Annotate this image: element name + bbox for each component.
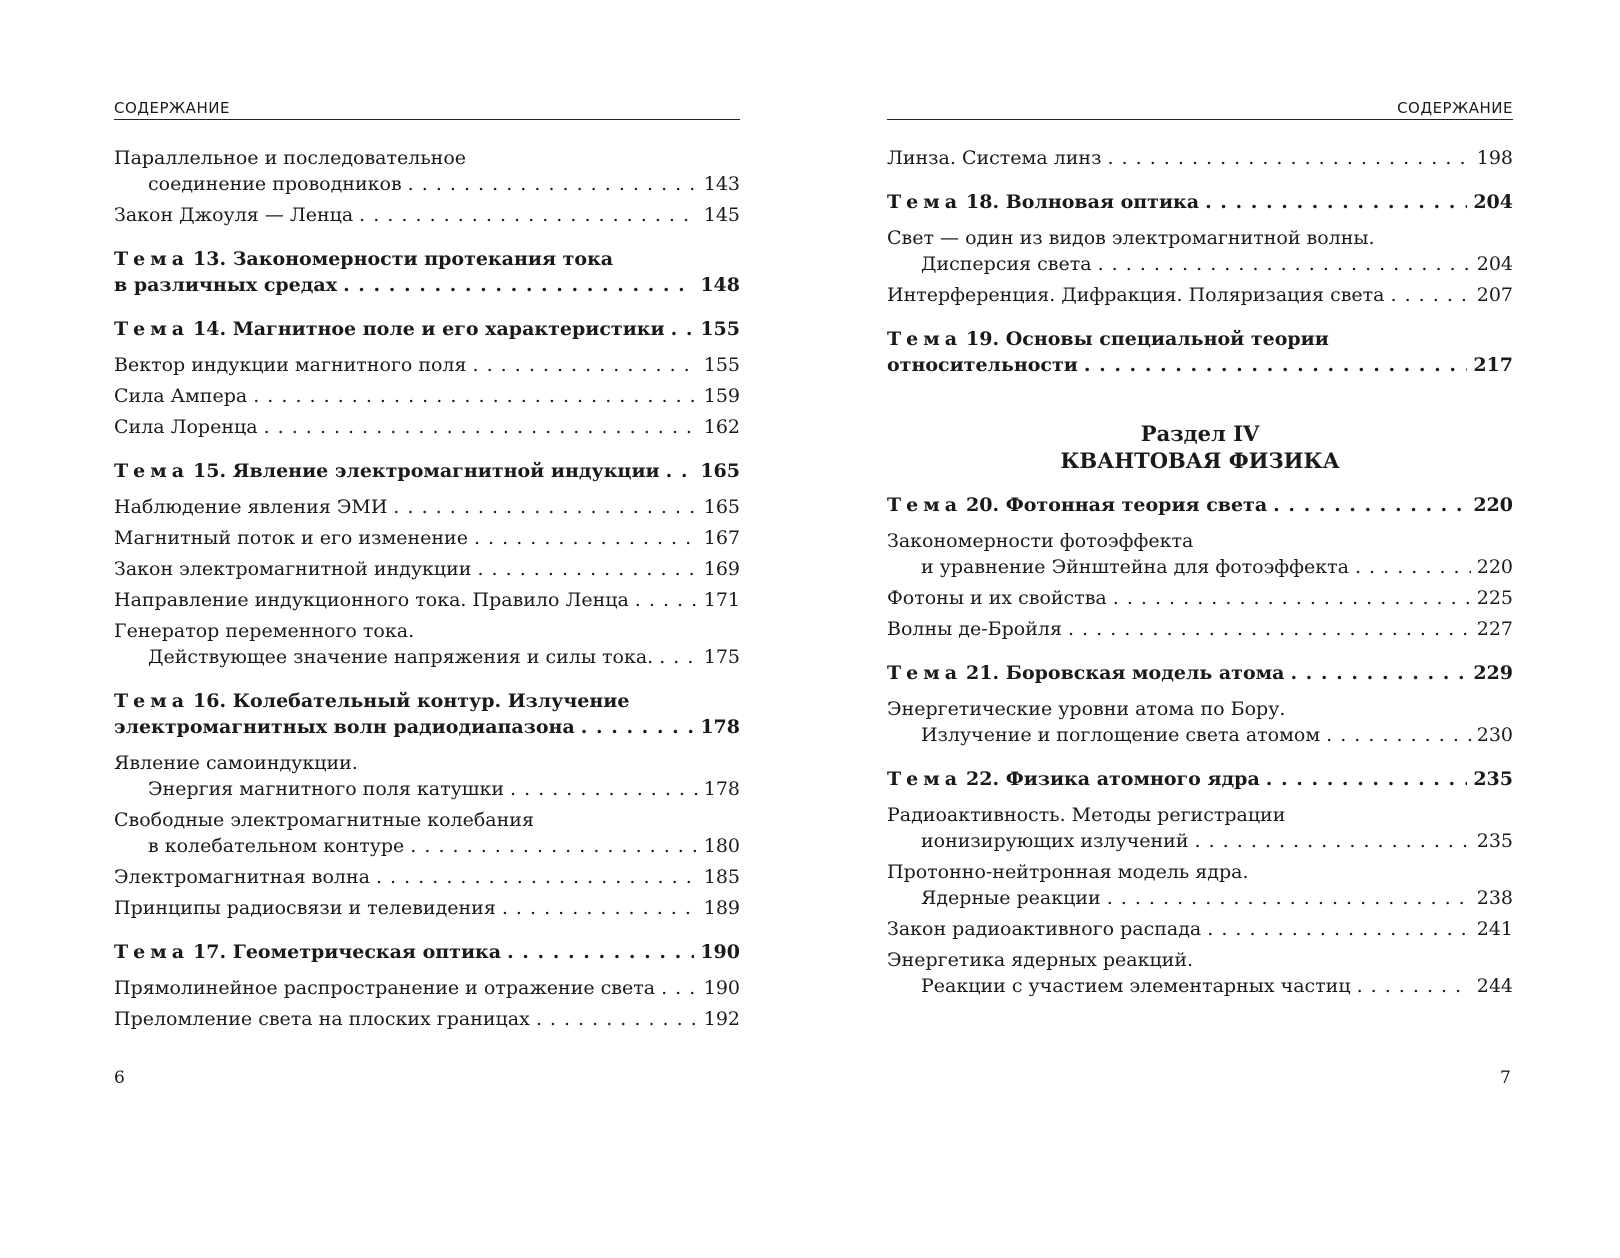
toc-entry: [114, 414, 740, 440]
toc-entry-line: [887, 326, 1513, 352]
dot-leader: [671, 316, 695, 342]
theme-prefix: Тема: [114, 248, 190, 270]
toc-theme-entry: [887, 660, 1513, 686]
toc-entry-title: 18. Волновая оптика: [966, 191, 1200, 213]
dot-leader: [264, 414, 698, 440]
page-number: 7: [1500, 1068, 1511, 1088]
toc-page-number: 235: [1476, 830, 1513, 852]
toc-entry: [887, 225, 1513, 277]
toc-entry-title: Преломление света на плоских границах: [114, 1008, 530, 1030]
toc-entry-title: Энергетические уровни атома по Бору.: [887, 698, 1286, 720]
toc-entry-line: [887, 660, 1513, 686]
toc-entry: [887, 145, 1513, 171]
dot-leader: [507, 939, 694, 965]
toc-page-number: 169: [703, 558, 740, 580]
toc-entry-title: 20. Фотонная теория света: [966, 494, 1268, 516]
toc-entry: [887, 947, 1513, 999]
toc-entry: [887, 282, 1513, 308]
section-heading: [887, 420, 1513, 474]
dot-leader: [1355, 554, 1471, 580]
toc-list: [887, 145, 1513, 999]
theme-prefix: Тема: [887, 768, 963, 790]
toc-entry-line: [887, 947, 1513, 973]
dot-leader: [1273, 492, 1467, 518]
dot-leader: [1357, 973, 1471, 999]
toc-entry-title: Параллельное и последовательное: [114, 147, 467, 169]
theme-prefix: Тема: [114, 941, 190, 963]
toc-entry-line: [114, 975, 740, 1001]
toc-entry-line: [114, 352, 740, 378]
page-number: 6: [114, 1068, 125, 1088]
dot-leader: [1391, 282, 1471, 308]
toc-page-number: 175: [703, 646, 740, 668]
toc-entry-line: [887, 696, 1513, 722]
toc-entry-title: Дисперсия света: [921, 253, 1092, 275]
toc-entry-line: [114, 272, 740, 298]
dot-leader: [502, 895, 698, 921]
toc-entry-title: и уравнение Эйнштейна для фотоэффекта: [921, 556, 1349, 578]
dot-leader: [410, 833, 697, 859]
toc-entry: [114, 975, 740, 1001]
toc-entry: [887, 528, 1513, 580]
toc-page-number: 204: [1473, 191, 1513, 213]
toc-page-number: 167: [703, 527, 740, 549]
dot-leader: [635, 587, 698, 613]
toc-entry: [114, 1006, 740, 1032]
toc-entry-line: [114, 688, 740, 714]
left-page: [114, 97, 740, 1137]
toc-entry: [114, 352, 740, 378]
toc-entry-line: [887, 492, 1513, 518]
toc-page-number: 217: [1473, 354, 1513, 376]
toc-entry-title: Принципы радиосвязи и телевидения: [114, 897, 496, 919]
toc-entry-title: Сила Лоренца: [114, 416, 258, 438]
toc-entry-line: [887, 828, 1513, 854]
toc-page-number: 204: [1476, 253, 1513, 275]
dot-leader: [376, 864, 698, 890]
toc-entry: [114, 750, 740, 802]
toc-entry-line: [114, 556, 740, 582]
toc-page-number: 230: [1476, 724, 1513, 746]
toc-page-number: 238: [1476, 887, 1513, 909]
toc-entry-title: в различных средах: [114, 274, 338, 296]
toc-entry-line: [114, 644, 740, 670]
toc-entry-title: 21. Боровская модель атома: [966, 662, 1285, 684]
toc-entry-title: Радиоактивность. Методы регистрации: [887, 804, 1286, 826]
toc-entry-line: [114, 202, 740, 228]
toc-entry-title: 19. Основы специальной теории: [966, 328, 1329, 350]
toc-entry: [114, 864, 740, 890]
toc-entry-title: Сила Ампера: [114, 385, 248, 407]
toc-page-number: 145: [703, 204, 740, 226]
toc-entry-line: [114, 525, 740, 551]
toc-entry-line: [887, 352, 1513, 378]
toc-page-number: 185: [703, 866, 740, 888]
dot-leader: [253, 383, 698, 409]
dot-leader: [1207, 916, 1471, 942]
toc-entry-line: [114, 494, 740, 520]
toc-entry-title: Фотоны и их свойства: [887, 587, 1107, 609]
right-page: [887, 97, 1513, 1137]
dot-leader: [581, 714, 695, 740]
toc-entry-line: [114, 618, 740, 644]
toc-entry-line: [887, 973, 1513, 999]
toc-group-after: [887, 492, 1513, 999]
toc-entry-line: [887, 554, 1513, 580]
toc-page-number: 241: [1476, 918, 1513, 940]
toc-entry-title: соединение проводников: [148, 173, 402, 195]
dot-leader: [510, 776, 698, 802]
toc-entry-title: в колебательном контуре: [148, 835, 405, 857]
toc-entry-line: [114, 1006, 740, 1032]
toc-entry-line: [114, 833, 740, 859]
dot-leader: [1068, 616, 1471, 642]
running-head: СОДЕРЖАНИЕ: [887, 97, 1513, 120]
toc-entry-title: 14. Магнитное поле и его характеристики: [193, 318, 665, 340]
toc-entry: [114, 556, 740, 582]
toc-page-number: 227: [1476, 618, 1513, 640]
toc-page-number: 198: [1476, 147, 1513, 169]
toc-entry: [114, 145, 740, 197]
dot-leader: [536, 1006, 698, 1032]
toc-entry-line: [114, 587, 740, 613]
toc-page-number: 190: [700, 941, 740, 963]
toc-entry: [887, 616, 1513, 642]
toc-theme-entry: [887, 492, 1513, 518]
toc-entry: [114, 807, 740, 859]
theme-prefix: Тема: [114, 460, 190, 482]
toc-entry-title: 16. Колебательный контур. Излучение: [193, 690, 630, 712]
toc-page-number: 162: [703, 416, 740, 438]
toc-entry-title: Направление индукционного тока. Правило Ленца: [114, 589, 629, 611]
toc-entry: [887, 916, 1513, 942]
toc-page-number: 207: [1476, 284, 1513, 306]
toc-entry-title: Линза. Система линз: [887, 147, 1102, 169]
toc-page-number: 244: [1476, 975, 1513, 997]
toc-entry-line: [114, 776, 740, 802]
theme-prefix: Тема: [114, 318, 190, 340]
toc-entry-title: 22. Физика атомного ядра: [966, 768, 1260, 790]
toc-page-number: 165: [703, 496, 740, 518]
toc-entry-line: [114, 383, 740, 409]
toc-page-number: 190: [703, 977, 740, 999]
toc-entry-title: Протонно-нейтронная модель ядра.: [887, 861, 1249, 883]
toc-entry: [114, 525, 740, 551]
toc-entry-title: ионизирующих излучений: [921, 830, 1189, 852]
toc-entry-line: [887, 859, 1513, 885]
toc-page-number: 229: [1473, 662, 1513, 684]
dot-leader: [1266, 766, 1468, 792]
theme-prefix: Тема: [887, 494, 963, 516]
toc-entry: [114, 618, 740, 670]
toc-entry-title: Закон Джоуля — Ленца: [114, 204, 354, 226]
toc-page-number: 143: [703, 173, 740, 195]
toc-entry-title: Электромагнитная волна: [114, 866, 370, 888]
toc-page-number: 171: [703, 589, 740, 611]
toc-entry-title: 13. Закономерности протекания тока: [193, 248, 614, 270]
toc-page-number: 225: [1476, 587, 1513, 609]
dot-leader: [343, 272, 694, 298]
toc-entry-title: Закономерности фотоэффекта: [887, 530, 1194, 552]
toc-theme-entry: [887, 326, 1513, 378]
dot-leader: [473, 352, 698, 378]
toc-entry-title: Волны де-Бройля: [887, 618, 1062, 640]
toc-entry-title: Закон электромагнитной индукции: [114, 558, 472, 580]
toc-theme-entry: [114, 688, 740, 740]
toc-entry-line: [887, 251, 1513, 277]
toc-entry-line: [887, 225, 1513, 251]
dot-leader: [393, 494, 697, 520]
toc-entry-title: Наблюдение явления ЭМИ: [114, 496, 388, 518]
toc-entry-line: [114, 171, 740, 197]
section-label: Раздел IV: [1140, 421, 1260, 446]
toc-entry: [114, 383, 740, 409]
dot-leader: [661, 975, 698, 1001]
toc-entry-line: [114, 414, 740, 440]
dot-leader: [659, 644, 698, 670]
toc-entry-title: Генератор переменного тока.: [114, 620, 415, 642]
toc-entry-line: [114, 316, 740, 342]
dot-leader: [1113, 585, 1471, 611]
dot-leader: [1326, 722, 1471, 748]
toc-entry-line: [114, 895, 740, 921]
toc-page-number: 180: [703, 835, 740, 857]
toc-theme-entry: [114, 246, 740, 298]
toc-entry-line: [114, 750, 740, 776]
toc-entry-title: 17. Геометрическая оптика: [193, 941, 502, 963]
toc-entry-title: Закон радиоактивного распада: [887, 918, 1202, 940]
toc-entry-line: [114, 714, 740, 740]
theme-prefix: Тема: [114, 690, 190, 712]
toc-theme-entry: [887, 189, 1513, 215]
toc-page-number: 189: [703, 897, 740, 919]
toc-entry: [114, 587, 740, 613]
toc-entry-line: [887, 585, 1513, 611]
toc-entry-line: [114, 145, 740, 171]
toc-entry-line: [114, 939, 740, 965]
toc-entry-line: [887, 189, 1513, 215]
toc-entry-line: [114, 807, 740, 833]
toc-page-number: 235: [1473, 768, 1513, 790]
toc-entry-line: [114, 458, 740, 484]
toc-entry-line: [114, 246, 740, 272]
toc-entry-title: электромагнитных волн радиодиапазона: [114, 716, 575, 738]
dot-leader: [474, 525, 698, 551]
toc-entry-line: [887, 282, 1513, 308]
toc-entry-title: Излучение и поглощение света атомом: [921, 724, 1321, 746]
toc-entry-title: 15. Явление электромагнитной индукции: [193, 460, 660, 482]
toc-entry: [887, 696, 1513, 748]
toc-entry-title: Магнитный поток и его изменение: [114, 527, 468, 549]
toc-entry-title: относительности: [887, 354, 1078, 376]
dot-leader: [1084, 352, 1467, 378]
toc-theme-entry: [887, 766, 1513, 792]
toc-entry-line: [114, 864, 740, 890]
dot-leader: [1098, 251, 1471, 277]
dot-leader: [1205, 189, 1467, 215]
toc-entry-title: Свет — один из видов электромагнитной волны.: [887, 227, 1375, 249]
toc-page-number: 155: [700, 318, 740, 340]
toc-entry-title: Свободные электромагнитные колебания: [114, 809, 534, 831]
toc-entry-title: Энергия магнитного поля катушки: [148, 778, 504, 800]
toc-entry: [114, 202, 740, 228]
toc-entry-title: Вектор индукции магнитного поля: [114, 354, 467, 376]
toc-entry-title: Реакции с участием элементарных частиц: [921, 975, 1351, 997]
dot-leader: [477, 556, 697, 582]
toc-group-before: [887, 145, 1513, 378]
toc-entry: [887, 585, 1513, 611]
dot-leader: [666, 458, 695, 484]
toc-page-number: 178: [700, 716, 740, 738]
toc-theme-entry: [114, 316, 740, 342]
toc-entry-title: Прямолинейное распространение и отражение света: [114, 977, 656, 999]
toc-page-number: 159: [703, 385, 740, 407]
toc-entry: [887, 859, 1513, 911]
toc-entry-line: [887, 145, 1513, 171]
toc-page-number: 148: [700, 274, 740, 296]
toc-entry-title: Явление самоиндукции.: [114, 752, 358, 774]
toc-entry-title: Интерференция. Дифракция. Поляризация света: [887, 284, 1385, 306]
toc-page-number: 178: [703, 778, 740, 800]
toc-theme-entry: [114, 939, 740, 965]
toc-entry-line: [887, 766, 1513, 792]
toc-theme-entry: [114, 458, 740, 484]
toc-page-number: 220: [1473, 494, 1513, 516]
theme-prefix: Тема: [887, 191, 963, 213]
toc-entry-line: [887, 528, 1513, 554]
dot-leader: [408, 171, 698, 197]
dot-leader: [359, 202, 698, 228]
toc-entry: [887, 802, 1513, 854]
toc-entry: [114, 494, 740, 520]
toc-entry-title: Действующее значение напряжения и силы тока.: [148, 646, 654, 668]
toc-entry: [114, 895, 740, 921]
dot-leader: [1107, 145, 1470, 171]
toc-entry-title: Энергетика ядерных реакций.: [887, 949, 1194, 971]
toc-entry-line: [887, 802, 1513, 828]
dot-leader: [1107, 885, 1471, 911]
dot-leader: [1290, 660, 1467, 686]
toc-entry-line: [887, 885, 1513, 911]
running-head: СОДЕРЖАНИЕ: [114, 97, 740, 120]
toc-list: [114, 145, 740, 1032]
toc-page-number: 155: [703, 354, 740, 376]
toc-entry-line: [887, 722, 1513, 748]
theme-prefix: Тема: [887, 662, 963, 684]
toc-entry-line: [887, 916, 1513, 942]
dot-leader: [1195, 828, 1471, 854]
toc-page-number: 165: [700, 460, 740, 482]
toc-entry-line: [887, 616, 1513, 642]
toc-page-number: 220: [1476, 556, 1513, 578]
section-title: КВАНТОВАЯ ФИЗИКА: [1060, 448, 1340, 473]
theme-prefix: Тема: [887, 328, 963, 350]
toc-page-number: 192: [703, 1008, 740, 1030]
toc-entry-title: Ядерные реакции: [921, 887, 1101, 909]
